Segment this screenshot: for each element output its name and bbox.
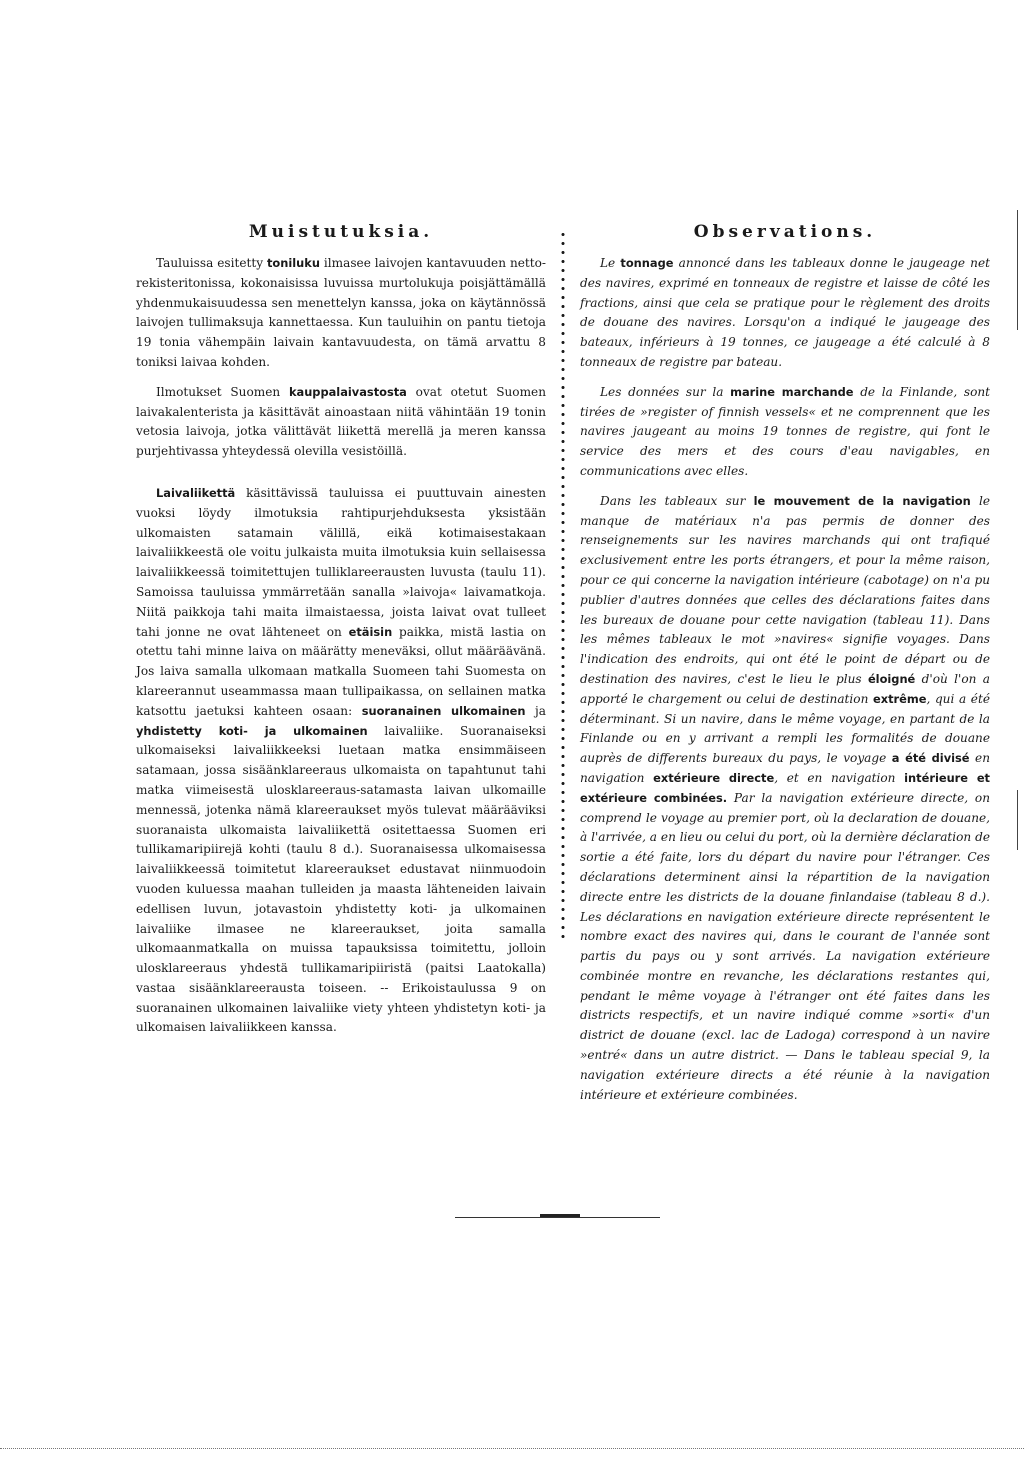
finnish-column [136,222,546,1048]
french-paragraph-tonnage: Le tonnage annoncé dans les tableaux donne le jaugeage net des navires, exprimé en tonneaux de registre et laisse de côté les fractions, ainsi que cela se pratique pour le règlement des droits de douane des navires. Lorsqu'on a indiqué le jaugeage des bateaux, inférieurs à 19 tonnes, ce jaugeage a été calculé à 8 tonneaux de registre par bateau. [580,256,990,369]
french-heading: Observations. [693,222,877,242]
finnish-paragraph-merchant-fleet: Ilmotukset Suomen kauppalaivastosta ovat otetut Suomen laivakalenterista ja käsittävät ainoastaan niitä vähintään 19 tonin vetosia laivoja, jotka välittävät liikettä merellä ja meren kanssa purjehtivassa yhteydessä olevilla vesistöillä. [136,384,546,459]
column-divider-dots [560,230,566,940]
french-column [580,222,990,1115]
finnish-heading: Muistutuksia. [248,222,434,242]
scan-edge-mark [1017,210,1018,330]
end-rule-line [455,1217,660,1218]
scan-bottom-edge [0,1448,1024,1452]
finnish-paragraph-shipping-traffic: Laivaliikettä käsittävissä tauluissa ei puuttuvain ainesten vuoksi löydy ilmotuksia rahtipurjehduksesta yksistään ulkomaisten satamain välillä, eikä kotimaisestakaan laivaliikkeestä ole voitu julkaista muita ilmotuksia kuin sellaisessa laivaliikkeessä toimitettujen tulliklareerausten luvusta (taulu 11). Samoissa tauluissa ymmärretään sanalla »laivoja« laivamatkoja. Niitä paikkoja tahi maita ilmaistaessa, joista laivat ovat tulleet tahi jonne ne ovat lähteneet on etäisin paikka, mistä lastia on otettu tahi minne laiva on määrätty meneväksi, ollut määräävänä. Jos laiva samalla ulkomaan matkalla Suomeen tahi Suomesta on klareerannut useammassa maan tullipaikassa, on sellainen matka katsottu jaetuksi kahteen osaan: suoranainen ulkomainen ja yhdistetty koti- ja ulkomainen laivaliike. Suoranaiseksi ulkomaiseksi laivaliikkeeksi luetaan matka ensimmäiseen satamaan, jossa sisäänklareeraus ulkomaista on tapahtunut tahi matka viimeisestä ulosklareeraus-satamasta laivan ulkomaille mennessä, jotenka nämä klareeraukset myös tulevat määrääviksi suoranaista ulkomaista laivaliikettä ositettaessa Suomen eri tullikamaripiirejä kohti (taulu 8 d.). Suoranaisessa ulkomaisessa laivaliikkeessä toimitetut klareeraukset edustavat niinmuodoin vuoden kuluessa maahan tulleiden ja maasta lähteneiden laivain edellisen luvun, jotavastoin yhdistetty koti- ja ulkomainen laivaliike ilmasee ne klareeraukset, joita samalla ulkomaanmatkalla on muissa tapauksissa toimitettu, jolloin ulosklareeraus yhdestä tullikamaripiiristä (paitsi Laatokalla) vastaa sisäänklareerausta toiseen. -- Erikoistaulussa 9 on suoranainen ulkomainen laivaliike viety yhteen yhdistetyn koti- ja ulkomaisen laivaliikkeen kanssa. [136,485,547,1035]
end-rule-ornament [540,1214,580,1217]
french-paragraph-navigation: Dans les tableaux sur le mouvement de la navigation le manque de matériaux n'a pas permis de donner des renseignements sur les navires marchands qui ont trafiqué exclusivement entre les ports étrangers, et pour la même raison, pour ce qui concerne la navigation intérieure (cabotage) on n'a pu publier d'autres données que celles des déclarations faites dans les bureaux de douane pour cette navigation (tableau 11). Dans les mêmes tableaux le mot »navires« signifie voyages. Dans l'indication des endroits, qui ont été le point de départ ou de destination des navires, c'est le lieu le plus éloigné d'où l'on a apporté le chargement ou celui de destination extrême, qui a été déterminant. Si un navire, dans le même voyage, en partant de la Finlande ou en y arrivant a rempli les formalités de douane auprès de differents bureaux du pays, le voyage a été divisé en navigation extérieure directe, et en navigation intérieure et extérieure combinées. Par la navigation extérieure directe, on comprend le voyage au premier port, où la declaration de douane, à l'arrivée, a en lieu ou celui du port, où la dernière déclaration de sortie a été faite, lors du départ du navire pour l'étranger. Ces déclarations determinent ainsi la répartition de la navigation directe entre les districts de la douane finlandaise (tableau 8 d.). Les déclarations en navigation extérieure directe représentent le nombre exact des navires qui, dans le courant de l'année sont partis du pays ou y sont arrivés. La navigation extérieure combinée montre en revanche, les déclarations restantes qui, pendant le même voyage à l'étranger ont été faites dans les districts respectifs, et un navire indiqué comme »sorti« d'un district de douane (excl. lac de Ladoga) correspond à un navire »entré« dans un autre district. — Dans le tableau special 9, la navigation extérieure directs a été réunie à la navigation intérieure et extérieure combinées. [580,493,990,1102]
finnish-paragraph-tonnage: Tauluissa esitetty toniluku ilmasee laivojen kantavuuden netto-rekisteritonissa, kokonaisissa luvuissa murtolukuja poisjättämällä yhdenmukaisuudessa sen menettelyn kanssa, joka on käytännössä laivojen tullimaksuja kannettaessa. Kun tauluihin on pantu tietoja 19 tonia vähempäin laivain kantavuudesta, on tämä arvattu 8 toniksi laivaa kohden. [136,256,546,369]
french-paragraph-merchant-fleet: Les données sur la marine marchande de la Finlande, sont tirées de »register of finnish vessels« et ne comprennent que les navires jaugeant au moins 19 tonnes de registre, qui font le service des mers et des cours d'eau navigables, en communications avec elles. [580,384,990,478]
scan-edge-mark [1017,790,1018,850]
